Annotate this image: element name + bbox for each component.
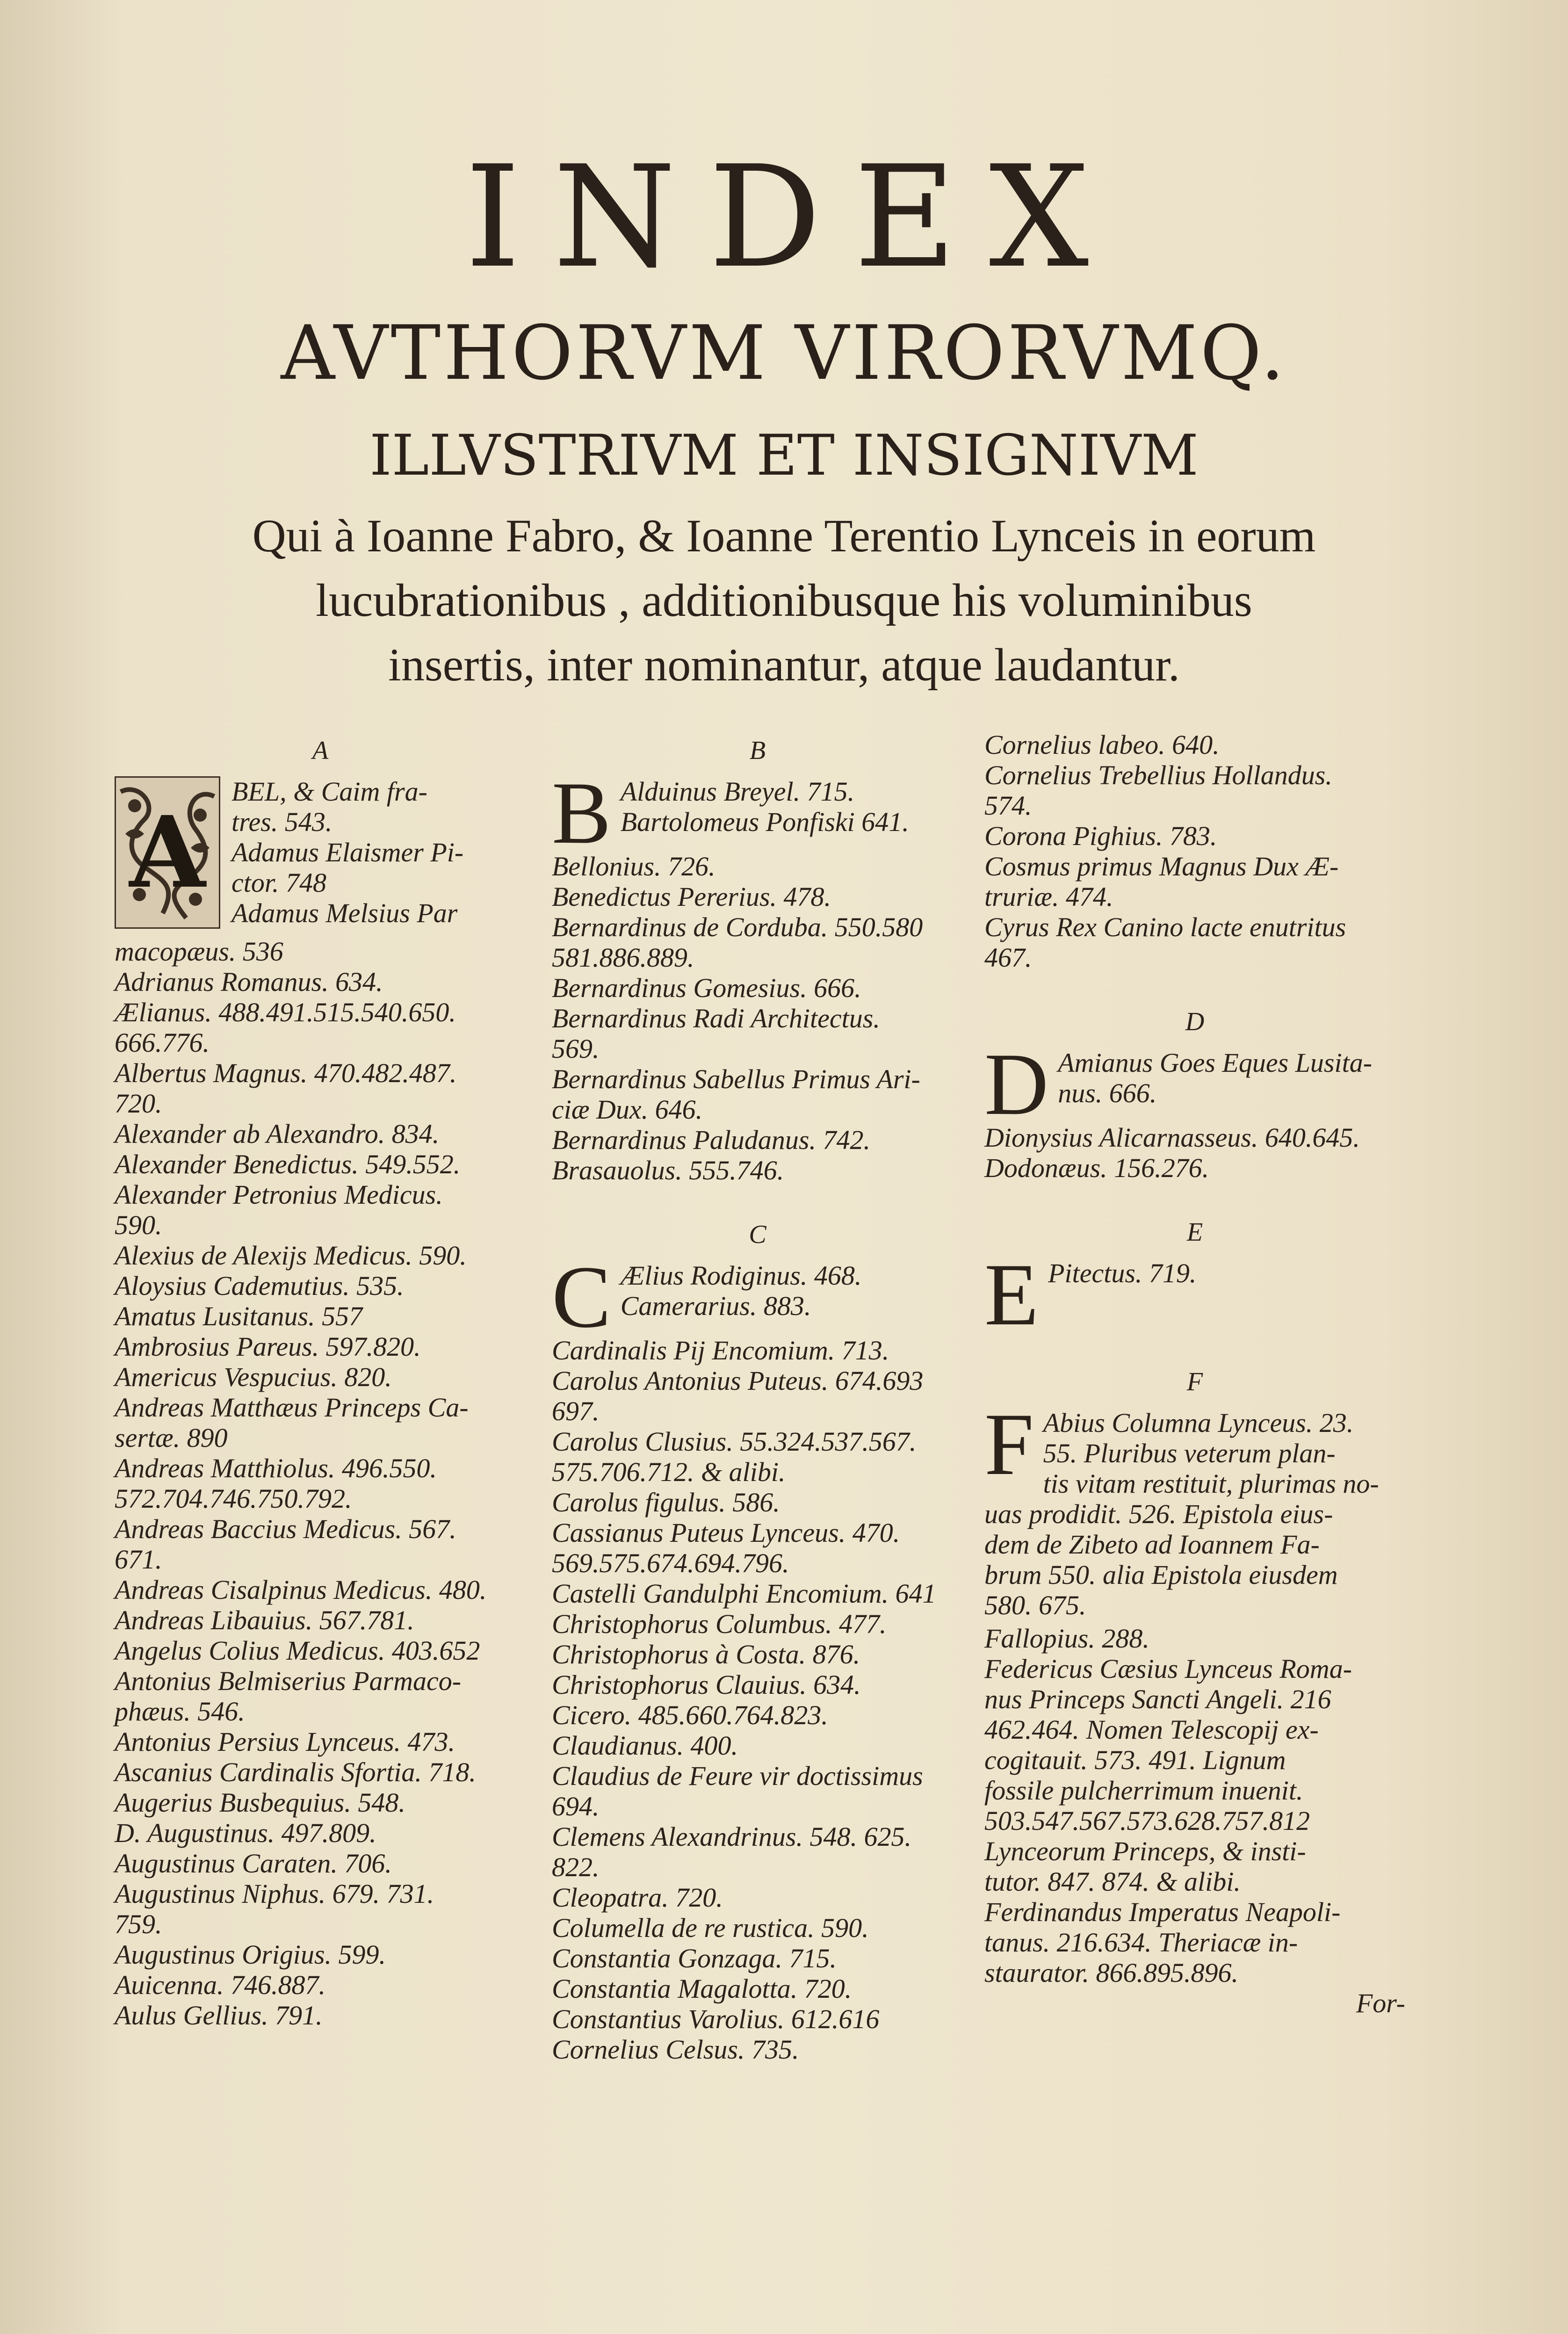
list-item: Aulus Gellius. 791. (115, 2000, 323, 2031)
list-item: 822. (552, 1852, 600, 1882)
list-item: 590. (115, 1210, 162, 1240)
list-item: Adamus Melsius Par (231, 898, 458, 928)
list-item: truriæ. 474. (984, 882, 1113, 912)
list-item: Alexander Benedictus. 549.552. (115, 1149, 461, 1179)
list-item: Cornelius Trebellius Hollandus. (984, 760, 1332, 790)
list-item: Alexius de Alexijs Medicus. 590. (115, 1240, 467, 1271)
b-cap-block (552, 776, 963, 848)
initial-letter-c: C (552, 1260, 611, 1332)
list-item: tis vitam restituit, plurimas no- (1043, 1468, 1379, 1499)
list-item: Christophorus à Costa. 876. (552, 1639, 860, 1669)
list-item: Cicero. 485.660.764.823. (552, 1700, 828, 1730)
list-item: 574. (984, 790, 1032, 821)
list-item: Ascanius Cardinalis Sfortia. 718. (115, 1757, 476, 1787)
list-item: Constantia Gonzaga. 715. (552, 1943, 837, 1973)
section-letter-e: E (1186, 1218, 1203, 1247)
list-item: Alexander Petronius Medicus. (115, 1179, 443, 1210)
list-item: Cosmus primus Magnus Dux Æ- (984, 851, 1339, 882)
list-item: Antonius Persius Lynceus. 473. (115, 1727, 455, 1757)
list-item: Augustinus Origius. 599. (115, 1939, 386, 1970)
initial-letter-e: E (984, 1258, 1039, 1330)
list-item: Andreas Cisalpinus Medicus. 480. (115, 1575, 487, 1605)
initial-letter-b: B (552, 776, 611, 848)
list-item: Antonius Belmiserius Parmaco- (115, 1666, 462, 1696)
list-item: Augerius Busbequius. 548. (115, 1787, 405, 1818)
list-item: dem de Zibeto ad Ioannem Fa- (984, 1529, 1320, 1560)
list-item: 569. (552, 1033, 600, 1064)
catchword: For- (1356, 1988, 1405, 2018)
list-item: Benedictus Pererius. 478. (552, 882, 831, 912)
list-item: Aloysius Cademutius. 535. (115, 1271, 404, 1301)
list-item: 697. (552, 1396, 600, 1426)
list-item: 575.706.712. & alibi. (552, 1457, 786, 1487)
list-item: Pitectus. 719. (1048, 1258, 1197, 1288)
list-item: fossile pulcherrimum inuenit. (984, 1775, 1303, 1806)
list-item: Americus Vespucius. 820. (115, 1362, 392, 1392)
e-cap-block (984, 1258, 1405, 1330)
illustrium-heading: ILLVSTRIVM ET INSIGNIVM (369, 423, 1199, 488)
section-letter-d: D (1185, 1007, 1205, 1036)
list-item: Constantius Varolius. 612.616 (552, 2004, 880, 2034)
list-item: Adamus Elaismer Pi- (231, 837, 464, 867)
list-item: staurator. 866.895.896. (984, 1958, 1239, 1988)
list-item: Christophorus Clauius. 634. (552, 1669, 861, 1700)
list-item: Abius Columna Lynceus. 23. (1043, 1408, 1354, 1438)
list-item: Constantia Magalotta. 720. (552, 1973, 852, 2004)
list-item: tutor. 847. 874. & alibi. (984, 1866, 1241, 1897)
section-gap (552, 1185, 963, 1214)
list-item: 580. 675. (984, 1590, 1086, 1620)
list-item: Dionysius Alicarnasseus. 640.645. (984, 1122, 1360, 1153)
description-line-1: Qui à Ioanne Fabro, & Ioanne Terentio Lynceis in eorum (252, 510, 1316, 562)
section-letter-f: F (1186, 1367, 1203, 1396)
list-item: Augustinus Caraten. 706. (115, 1848, 392, 1879)
list-item: Bartolomeus Ponfiski 641. (620, 807, 909, 837)
list-item: Ælius Rodiginus. 468. (620, 1260, 862, 1291)
section-gap (984, 1333, 1405, 1361)
list-item: nus Princeps Sancti Angeli. 216 (984, 1684, 1331, 1714)
list-item: ciæ Dux. 646. (552, 1094, 703, 1125)
initial-letter-f: F (984, 1408, 1034, 1494)
f-cap-block (984, 1408, 1405, 1620)
list-item: Amatus Lusitanus. 557 (115, 1301, 363, 1331)
list-item: Bernardinus de Corduba. 550.580 (552, 912, 923, 942)
list-item: Ambrosius Pareus. 597.820. (115, 1331, 421, 1362)
a-cap-block (115, 776, 526, 933)
description-line-2: lucubrationibus , additionibusque his voluminibus (316, 574, 1252, 626)
list-item: Christophorus Columbus. 477. (552, 1609, 887, 1639)
list-item: Fallopius. 288. (984, 1623, 1149, 1654)
section-letter-a: A (312, 736, 329, 765)
list-item: brum 550. alia Epistola eiusdem (984, 1560, 1338, 1590)
list-item: Carolus Clusius. 55.324.537.567. (552, 1426, 917, 1457)
d-cap-block (984, 1048, 1405, 1120)
list-item: Lynceorum Princeps, & insti- (984, 1836, 1306, 1866)
list-item: uas prodidit. 526. Epistola eius- (984, 1499, 1333, 1529)
list-item: Amianus Goes Eques Lusita- (1058, 1048, 1373, 1078)
description-line-3: insertis, inter nominantur, atque laudantur. (388, 639, 1180, 691)
index-title: INDEX (465, 136, 1122, 299)
list-item: Castelli Gandulphi Encomium. 641 (552, 1578, 936, 1609)
list-item: Carolus figulus. 586. (552, 1487, 780, 1517)
list-item: 581.886.889. (552, 942, 694, 973)
list-item: Clemens Alexandrinus. 548. 625. (552, 1821, 911, 1852)
index-column-c (984, 730, 1405, 2018)
list-item: cogitauit. 573. 491. Lignum (984, 1745, 1286, 1775)
list-item: 694. (552, 1791, 600, 1821)
list-item: 671. (115, 1544, 162, 1575)
list-item: Camerarius. 883. (620, 1291, 811, 1321)
list-item: Albertus Magnus. 470.482.487. (115, 1058, 457, 1088)
list-item: BEL, & Caim fra- (231, 776, 427, 807)
list-item: phæus. 546. (115, 1696, 245, 1727)
list-item: Federicus Cæsius Lynceus Roma- (984, 1654, 1352, 1684)
list-item: nus. 666. (1058, 1078, 1157, 1108)
list-item: Cassianus Puteus Lynceus. 470. (552, 1517, 900, 1548)
list-item: Cornelius Celsus. 735. (552, 2034, 799, 2065)
list-item: 720. (115, 1088, 162, 1119)
list-item: 467. (984, 942, 1032, 973)
list-item: Cardinalis Pij Encomium. 713. (552, 1335, 889, 1366)
list-item: Andreas Matthiolus. 496.550. (115, 1453, 437, 1483)
list-item: 462.464. Nomen Telescopij ex- (984, 1714, 1319, 1745)
section-letter-c: C (749, 1220, 766, 1249)
list-item: Andreas Libauius. 567.781. (115, 1605, 414, 1635)
list-item: Angelus Colius Medicus. 403.652 (115, 1635, 480, 1666)
list-item: Claudius de Feure vir doctissimus (552, 1761, 923, 1791)
list-item: Claudianus. 400. (552, 1730, 738, 1761)
index-header (0, 136, 1568, 694)
list-item: Cornelius labeo. 640. (984, 730, 1220, 760)
list-item: ctor. 748 (231, 867, 326, 898)
list-item: 569.575.674.694.796. (552, 1548, 789, 1578)
initial-letter-a: A (129, 795, 206, 910)
list-item: Dodonæus. 156.276. (984, 1153, 1209, 1183)
c-cap-block (552, 1260, 963, 1332)
list-item: 666.776. (115, 1027, 210, 1058)
list-item: Ferdinandus Imperatus Neapoli- (984, 1897, 1341, 1927)
list-item: 572.704.746.750.792. (115, 1483, 352, 1514)
list-item: Auicenna. 746.887. (115, 1970, 326, 2000)
list-item: Brasauolus. 555.746. (552, 1155, 784, 1185)
list-item: Ælianus. 488.491.515.540.650. (115, 997, 456, 1027)
list-item: Andreas Matthæus Princeps Ca- (115, 1392, 469, 1423)
list-item: Alduinus Breyel. 715. (620, 776, 855, 807)
list-item: 759. (115, 1909, 162, 1939)
index-column-a (115, 730, 526, 2031)
list-item: Cleopatra. 720. (552, 1882, 723, 1913)
authorum-heading: AVTHORVM VIRORVMQ. (281, 309, 1287, 397)
list-item: Corona Pighius. 783. (984, 821, 1217, 851)
list-item: Carolus Antonius Puteus. 674.693 (552, 1366, 924, 1396)
section-letter-b: B (749, 736, 766, 765)
list-item: macopæus. 536 (115, 936, 283, 967)
list-item: Bellonius. 726. (552, 851, 715, 882)
list-item: Bernardinus Paludanus. 742. (552, 1125, 870, 1155)
list-item: Bernardinus Gomesius. 666. (552, 973, 861, 1003)
section-gap (984, 1183, 1405, 1211)
list-item: Cyrus Rex Canino lacte enutritus (984, 912, 1346, 942)
list-item: 503.547.567.573.628.757.812 (984, 1806, 1310, 1836)
list-item: Bernardinus Sabellus Primus Ari- (552, 1064, 920, 1094)
index-column-b (552, 730, 963, 2065)
list-item: tanus. 216.634. Theriacæ in- (984, 1927, 1298, 1958)
list-item: Columella de re rustica. 590. (552, 1913, 869, 1943)
list-item: Alexander ab Alexandro. 834. (115, 1119, 440, 1149)
list-item: D. Augustinus. 497.809. (115, 1818, 376, 1848)
list-item: Adrianus Romanus. 634. (115, 967, 383, 997)
list-item: Augustinus Niphus. 679. 731. (115, 1879, 434, 1909)
list-item: sertæ. 890 (115, 1423, 228, 1453)
initial-letter-d: D (984, 1048, 1049, 1120)
list-item: Andreas Baccius Medicus. 567. (115, 1514, 456, 1544)
section-gap (984, 973, 1405, 1001)
list-item: Bernardinus Radi Architectus. (552, 1003, 880, 1033)
list-item: tres. 543. (231, 807, 332, 837)
list-item: 55. Pluribus veterum plan- (1043, 1438, 1336, 1468)
